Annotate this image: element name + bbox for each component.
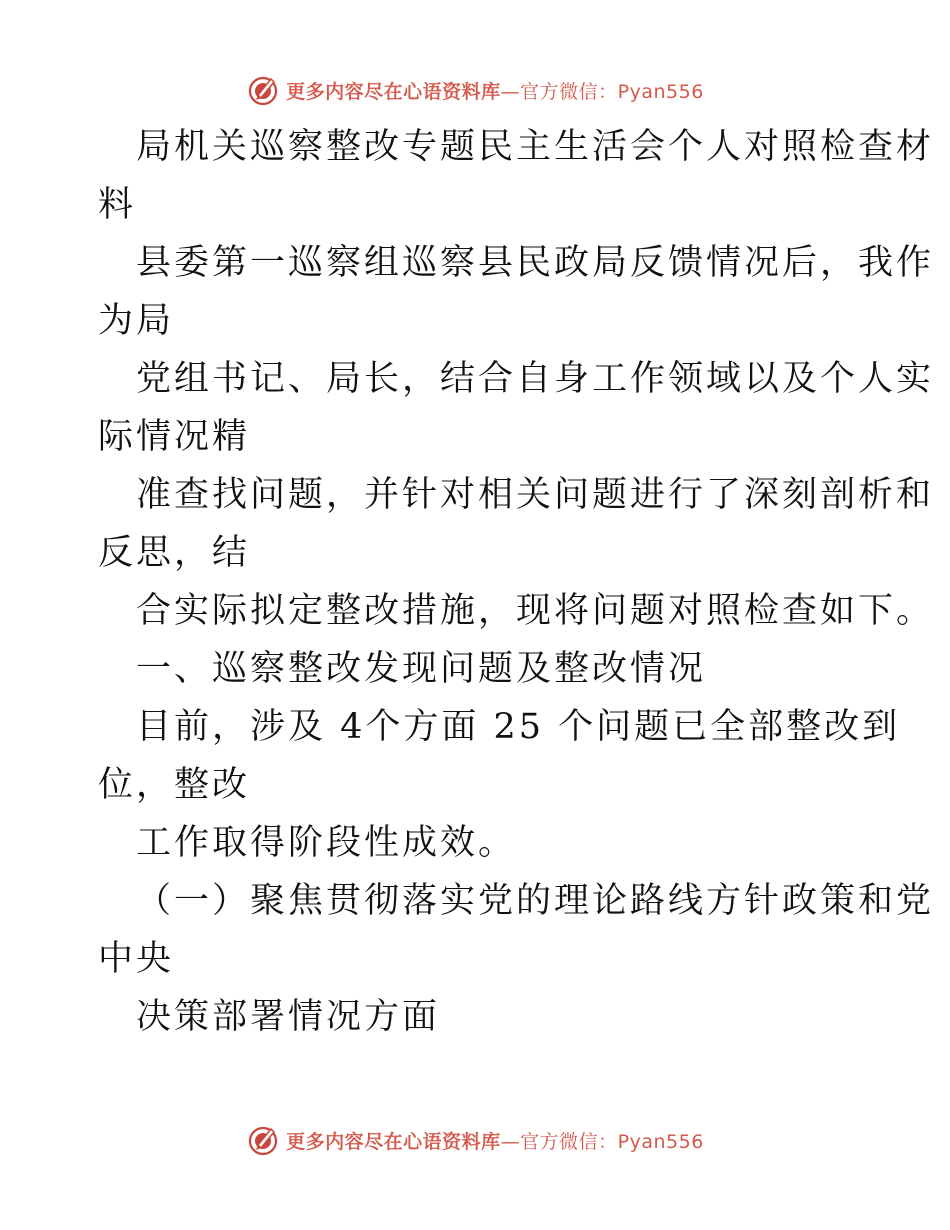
subsection-heading-cont: 中央	[98, 939, 175, 979]
watermark-header	[0, 70, 950, 110]
watermark-wechat: 官方微信：Pyan556	[520, 1130, 704, 1153]
pen-seal-icon	[246, 1123, 280, 1157]
paragraph-line: 反思，结	[98, 533, 251, 573]
watermark-text	[286, 77, 704, 104]
watermark-text	[286, 1127, 704, 1154]
paragraph-line: 决策部署情况方面	[136, 997, 441, 1037]
paragraph-line: 位，整改	[98, 765, 251, 805]
paragraph-line: 为局	[98, 301, 175, 341]
paragraph-line: 工作取得阶段性成效。	[136, 823, 517, 863]
watermark-footer	[0, 1120, 950, 1160]
paragraph-line: 党组书记、局长，结合自身工作领域以及个人实	[136, 359, 935, 399]
watermark-dash: —	[500, 80, 521, 103]
watermark-wechat: 官方微信：Pyan556	[520, 80, 704, 103]
paragraph-line: 际情况精	[98, 417, 251, 457]
document-body	[98, 118, 935, 1046]
watermark-site: 更多内容尽在心语资料库	[286, 80, 501, 103]
paragraph-line: 准查找问题，并针对相关问题进行了深刻剖析和	[136, 475, 935, 515]
watermark-dash: —	[500, 1130, 521, 1153]
section-heading: 一、巡察整改发现问题及整改情况	[136, 649, 707, 689]
doc-title-line-1: 局机关巡察整改专题民主生活会个人对照检查材	[136, 127, 935, 167]
pen-seal-icon	[246, 73, 280, 107]
watermark-site: 更多内容尽在心语资料库	[286, 1130, 501, 1153]
subsection-heading: （一）聚焦贯彻落实党的理论路线方针政策和党	[136, 881, 935, 921]
paragraph-line: 目前，涉及 4个方面 25 个问题已全部整改到	[136, 707, 901, 747]
doc-title-line-2: 料	[98, 185, 137, 225]
paragraph-line: 合实际拟定整改措施，现将问题对照检查如下。	[136, 591, 935, 631]
paragraph-line: 县委第一巡察组巡察县民政局反馈情况后，我作	[136, 243, 935, 283]
